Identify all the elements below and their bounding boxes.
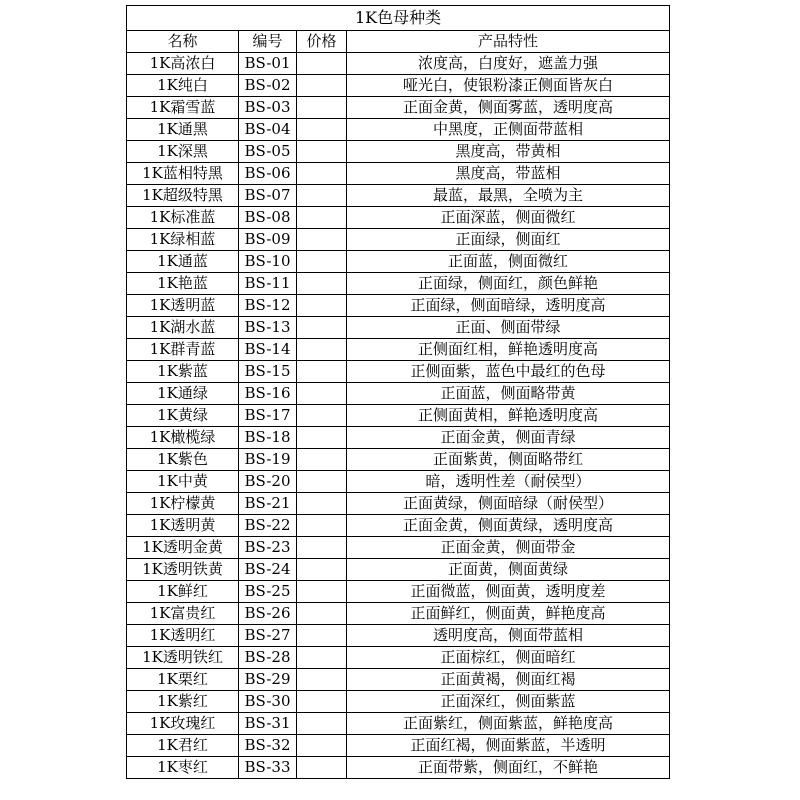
cell-price bbox=[297, 141, 347, 163]
cell-features: 正面鲜红，侧面黄，鲜艳度高 bbox=[347, 603, 670, 625]
cell-name: 1K透明铁黄 bbox=[127, 559, 239, 581]
cell-price bbox=[297, 53, 347, 75]
cell-name: 1K透明金黄 bbox=[127, 537, 239, 559]
cell-code: BS-30 bbox=[239, 691, 297, 713]
cell-price bbox=[297, 537, 347, 559]
cell-name: 1K柠檬黄 bbox=[127, 493, 239, 515]
cell-price bbox=[297, 119, 347, 141]
table-row bbox=[127, 75, 670, 97]
cell-price bbox=[297, 713, 347, 735]
cell-price bbox=[297, 361, 347, 383]
header-code: 编号 bbox=[239, 31, 297, 53]
cell-code: BS-15 bbox=[239, 361, 297, 383]
table-row bbox=[127, 185, 670, 207]
cell-price bbox=[297, 207, 347, 229]
cell-price bbox=[297, 163, 347, 185]
cell-name: 1K栗红 bbox=[127, 669, 239, 691]
cell-name: 1K透明铁红 bbox=[127, 647, 239, 669]
cell-features: 正面紫红，侧面紫蓝，鲜艳度高 bbox=[347, 713, 670, 735]
cell-features: 正面金黄，侧面雾蓝，透明度高 bbox=[347, 97, 670, 119]
table-row bbox=[127, 273, 670, 295]
cell-name: 1K蓝相特黑 bbox=[127, 163, 239, 185]
cell-code: BS-18 bbox=[239, 427, 297, 449]
cell-price bbox=[297, 229, 347, 251]
cell-code: BS-28 bbox=[239, 647, 297, 669]
cell-code: BS-12 bbox=[239, 295, 297, 317]
cell-features: 暗，透明性差（耐侯型） bbox=[347, 471, 670, 493]
cell-code: BS-20 bbox=[239, 471, 297, 493]
cell-price bbox=[297, 691, 347, 713]
cell-price bbox=[297, 273, 347, 295]
cell-name: 1K深黑 bbox=[127, 141, 239, 163]
cell-features: 正面金黄，侧面黄绿，透明度高 bbox=[347, 515, 670, 537]
table-row bbox=[127, 119, 670, 141]
cell-code: BS-07 bbox=[239, 185, 297, 207]
title-row bbox=[127, 6, 670, 31]
cell-code: BS-27 bbox=[239, 625, 297, 647]
table-row bbox=[127, 625, 670, 647]
cell-features: 正面微蓝，侧面黄，透明度差 bbox=[347, 581, 670, 603]
cell-price bbox=[297, 493, 347, 515]
cell-name: 1K湖水蓝 bbox=[127, 317, 239, 339]
cell-features: 正侧面紫，蓝色中最红的色母 bbox=[347, 361, 670, 383]
table-row bbox=[127, 713, 670, 735]
cell-code: BS-25 bbox=[239, 581, 297, 603]
table-row bbox=[127, 207, 670, 229]
table-row bbox=[127, 757, 670, 779]
table-row bbox=[127, 53, 670, 75]
cell-features: 正面黄绿，侧面暗绿（耐侯型） bbox=[347, 493, 670, 515]
header-row bbox=[127, 31, 670, 53]
cell-price bbox=[297, 669, 347, 691]
table-row bbox=[127, 383, 670, 405]
cell-name: 1K紫色 bbox=[127, 449, 239, 471]
table-row bbox=[127, 361, 670, 383]
cell-code: BS-09 bbox=[239, 229, 297, 251]
cell-code: BS-29 bbox=[239, 669, 297, 691]
cell-features: 中黑度，正侧面带蓝相 bbox=[347, 119, 670, 141]
cell-name: 1K透明蓝 bbox=[127, 295, 239, 317]
cell-name: 1K玫瑰红 bbox=[127, 713, 239, 735]
cell-name: 1K通蓝 bbox=[127, 251, 239, 273]
cell-price bbox=[297, 449, 347, 471]
cell-features: 正面绿，侧面红 bbox=[347, 229, 670, 251]
cell-features: 正面紫黄，侧面略带红 bbox=[347, 449, 670, 471]
table-row bbox=[127, 493, 670, 515]
cell-name: 1K枣红 bbox=[127, 757, 239, 779]
cell-features: 正面黄褐，侧面红褐 bbox=[347, 669, 670, 691]
cell-features: 正面黄，侧面黄绿 bbox=[347, 559, 670, 581]
cell-name: 1K紫红 bbox=[127, 691, 239, 713]
cell-features: 正侧面红相，鲜艳透明度高 bbox=[347, 339, 670, 361]
cell-price bbox=[297, 559, 347, 581]
table-row bbox=[127, 559, 670, 581]
cell-code: BS-13 bbox=[239, 317, 297, 339]
cell-features: 正面金黄，侧面青绿 bbox=[347, 427, 670, 449]
cell-price bbox=[297, 97, 347, 119]
cell-code: BS-11 bbox=[239, 273, 297, 295]
cell-name: 1K中黄 bbox=[127, 471, 239, 493]
cell-price bbox=[297, 383, 347, 405]
cell-code: BS-24 bbox=[239, 559, 297, 581]
cell-features: 正面棕红，侧面暗红 bbox=[347, 647, 670, 669]
cell-features: 最蓝，最黑，全喷为主 bbox=[347, 185, 670, 207]
table-row bbox=[127, 141, 670, 163]
cell-code: BS-21 bbox=[239, 493, 297, 515]
cell-features: 浓度高，白度好，遮盖力强 bbox=[347, 53, 670, 75]
cell-name: 1K黄绿 bbox=[127, 405, 239, 427]
cell-name: 1K透明黄 bbox=[127, 515, 239, 537]
table-row bbox=[127, 691, 670, 713]
cell-features: 正面深蓝，侧面微红 bbox=[347, 207, 670, 229]
cell-name: 1K超级特黑 bbox=[127, 185, 239, 207]
cell-name: 1K标准蓝 bbox=[127, 207, 239, 229]
table-row bbox=[127, 515, 670, 537]
cell-name: 1K橄榄绿 bbox=[127, 427, 239, 449]
cell-price bbox=[297, 251, 347, 273]
cell-code: BS-26 bbox=[239, 603, 297, 625]
cell-code: BS-23 bbox=[239, 537, 297, 559]
table-row bbox=[127, 405, 670, 427]
cell-features: 黑度高，带黄相 bbox=[347, 141, 670, 163]
table-row bbox=[127, 295, 670, 317]
cell-name: 1K群青蓝 bbox=[127, 339, 239, 361]
table-row bbox=[127, 317, 670, 339]
cell-price bbox=[297, 603, 347, 625]
cell-code: BS-08 bbox=[239, 207, 297, 229]
colorant-table bbox=[126, 5, 670, 779]
cell-code: BS-06 bbox=[239, 163, 297, 185]
table-row bbox=[127, 471, 670, 493]
cell-price bbox=[297, 625, 347, 647]
cell-features: 哑光白，使银粉漆正侧面皆灰白 bbox=[347, 75, 670, 97]
cell-name: 1K霜雪蓝 bbox=[127, 97, 239, 119]
cell-code: BS-14 bbox=[239, 339, 297, 361]
cell-features: 正面绿，侧面暗绿，透明度高 bbox=[347, 295, 670, 317]
cell-price bbox=[297, 339, 347, 361]
cell-name: 1K通黑 bbox=[127, 119, 239, 141]
cell-name: 1K君红 bbox=[127, 735, 239, 757]
cell-code: BS-16 bbox=[239, 383, 297, 405]
cell-features: 黑度高，带蓝相 bbox=[347, 163, 670, 185]
cell-code: BS-01 bbox=[239, 53, 297, 75]
table-row bbox=[127, 427, 670, 449]
cell-features: 正面带紫，侧面红，不鲜艳 bbox=[347, 757, 670, 779]
cell-price bbox=[297, 427, 347, 449]
cell-code: BS-02 bbox=[239, 75, 297, 97]
table-row bbox=[127, 339, 670, 361]
cell-name: 1K透明红 bbox=[127, 625, 239, 647]
table-row bbox=[127, 669, 670, 691]
cell-price bbox=[297, 647, 347, 669]
cell-code: BS-03 bbox=[239, 97, 297, 119]
cell-code: BS-33 bbox=[239, 757, 297, 779]
cell-code: BS-04 bbox=[239, 119, 297, 141]
cell-name: 1K紫蓝 bbox=[127, 361, 239, 383]
table-row bbox=[127, 229, 670, 251]
cell-features: 正面红褐，侧面紫蓝，半透明 bbox=[347, 735, 670, 757]
cell-name: 1K绿相蓝 bbox=[127, 229, 239, 251]
table-row bbox=[127, 163, 670, 185]
cell-features: 正侧面黄相，鲜艳透明度高 bbox=[347, 405, 670, 427]
header-price: 价格 bbox=[297, 31, 347, 53]
cell-code: BS-31 bbox=[239, 713, 297, 735]
cell-name: 1K纯白 bbox=[127, 75, 239, 97]
cell-price bbox=[297, 317, 347, 339]
cell-name: 1K高浓白 bbox=[127, 53, 239, 75]
table-row bbox=[127, 251, 670, 273]
cell-code: BS-22 bbox=[239, 515, 297, 537]
cell-price bbox=[297, 295, 347, 317]
cell-features: 正面深红，侧面紫蓝 bbox=[347, 691, 670, 713]
cell-features: 正面金黄，侧面带金 bbox=[347, 537, 670, 559]
cell-code: BS-32 bbox=[239, 735, 297, 757]
header-features: 产品特性 bbox=[347, 31, 670, 53]
cell-price bbox=[297, 75, 347, 97]
table-row bbox=[127, 449, 670, 471]
cell-features: 透明度高，侧面带蓝相 bbox=[347, 625, 670, 647]
cell-price bbox=[297, 581, 347, 603]
cell-code: BS-17 bbox=[239, 405, 297, 427]
cell-price bbox=[297, 735, 347, 757]
cell-features: 正面蓝，侧面略带黄 bbox=[347, 383, 670, 405]
table-row bbox=[127, 537, 670, 559]
cell-features: 正面绿，侧面红，颜色鲜艳 bbox=[347, 273, 670, 295]
cell-price bbox=[297, 185, 347, 207]
header-name: 名称 bbox=[127, 31, 239, 53]
cell-features: 正面蓝，侧面微红 bbox=[347, 251, 670, 273]
table-row bbox=[127, 603, 670, 625]
cell-price bbox=[297, 471, 347, 493]
table-row bbox=[127, 581, 670, 603]
cell-code: BS-05 bbox=[239, 141, 297, 163]
cell-code: BS-19 bbox=[239, 449, 297, 471]
cell-price bbox=[297, 757, 347, 779]
cell-price bbox=[297, 405, 347, 427]
cell-code: BS-10 bbox=[239, 251, 297, 273]
cell-name: 1K通绿 bbox=[127, 383, 239, 405]
table-title: 1K色母种类 bbox=[127, 6, 670, 31]
table-row bbox=[127, 735, 670, 757]
cell-price bbox=[297, 515, 347, 537]
table-row bbox=[127, 97, 670, 119]
cell-features: 正面、侧面带绿 bbox=[347, 317, 670, 339]
cell-name: 1K鲜红 bbox=[127, 581, 239, 603]
table-row bbox=[127, 647, 670, 669]
cell-name: 1K富贵红 bbox=[127, 603, 239, 625]
cell-name: 1K艳蓝 bbox=[127, 273, 239, 295]
table-body bbox=[127, 53, 670, 779]
